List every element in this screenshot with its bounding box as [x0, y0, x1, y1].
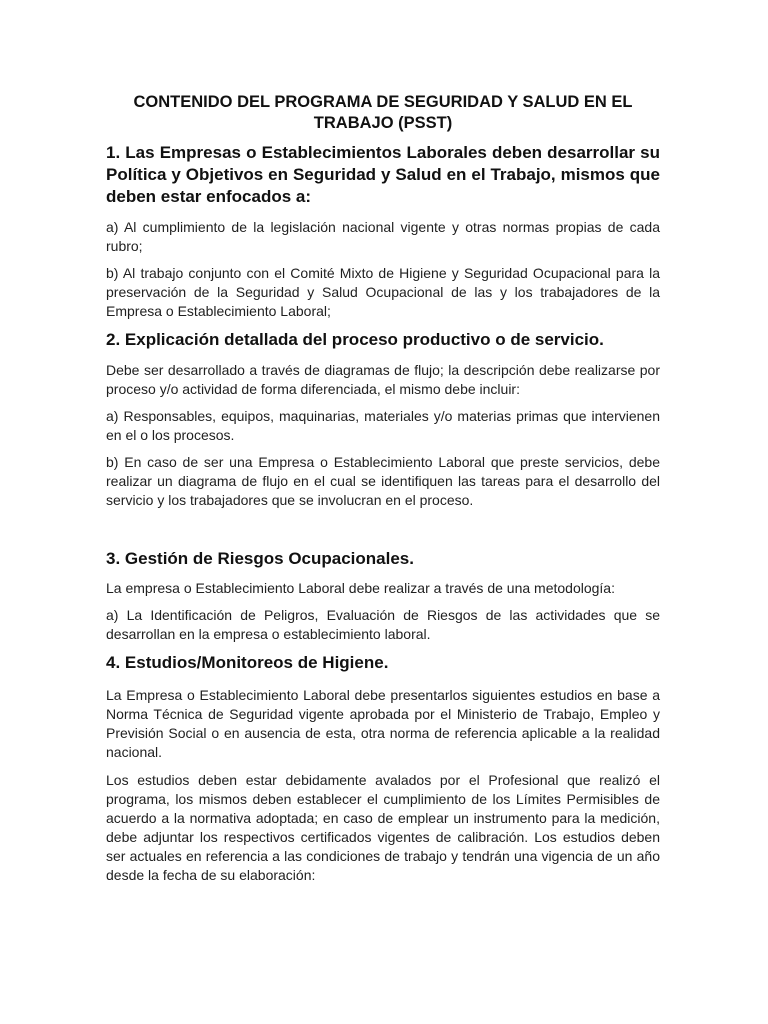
- section-4-paragraph-2: Los estudios deben estar debidamente avalados por el Profesional que realizó el programa, los mismos deben establecer el cumplimiento de los Límites Permisibles de acuerdo a la normativa adoptada; en caso de emplear un instrumento para la medición, debe adjuntar los respectivos certificados vigentes de calibración. Los estudios deben ser actuales en referencia a las condiciones de trabajo y tendrán una vigencia de un año desde la fecha de su elaboración:: [106, 772, 660, 883]
- section-2-paragraph-b: b) En caso de ser una Empresa o Establecimiento Laboral que preste servicios, debe realizar un diagrama de flujo en el cual se identifiquen las tareas para el desarrollo del servicio y los trabajadores que se involucran en el proceso.: [106, 454, 660, 508]
- section-1-heading: 1. Las Empresas o Establecimientos Laborales deben desarrollar su Política y Objetivos en Seguridad y Salud en el Trabajo, mismos que deben estar enfocados a:: [106, 143, 660, 206]
- section-4-heading: 4. Estudios/Monitoreos de Higiene.: [106, 653, 389, 672]
- section-2-paragraph-intro: Debe ser desarrollado a través de diagramas de flujo; la descripción debe realizarse por proceso y/o actividad de forma diferenciada, el mismo debe incluir:: [106, 362, 660, 397]
- section-1-paragraph-b: b) Al trabajo conjunto con el Comité Mixto de Higiene y Seguridad Ocupacional para la preservación de la Seguridad y Salud Ocupacional de las y los trabajadores de la Empresa o Establecimiento Laboral;: [106, 265, 660, 319]
- section-3-paragraph-a: a) La Identificación de Peligros, Evaluación de Riesgos de las actividades que se desarrollan en la empresa o establecimiento laboral.: [106, 607, 660, 642]
- document-page: [106, 92, 660, 893]
- section-3-paragraph-intro: La empresa o Establecimiento Laboral debe realizar a través de una metodología:: [106, 580, 615, 596]
- section-3-heading: 3. Gestión de Riesgos Ocupacionales.: [106, 549, 414, 568]
- section-4-paragraph-1: La Empresa o Establecimiento Laboral debe presentarlos siguientes estudios en base a Norma Técnica de Seguridad vigente aprobada por el Ministerio de Trabajo, Empleo y Previsión Social o en ausencia de esta, otra norma de referencia aplicable a la realidad nacional.: [106, 687, 660, 760]
- section-2-paragraph-a: a) Responsables, equipos, maquinarias, materiales y/o materias primas que intervienen en el o los procesos.: [106, 408, 660, 443]
- section-2-heading: 2. Explicación detallada del proceso productivo o de servicio.: [106, 330, 604, 349]
- section-1-paragraph-a: a) Al cumplimiento de la legislación nacional vigente y otras normas propias de cada rubro;: [106, 219, 660, 254]
- document-title: CONTENIDO DEL PROGRAMA DE SEGURIDAD Y SALUD EN EL TRABAJO (PSST): [133, 93, 633, 132]
